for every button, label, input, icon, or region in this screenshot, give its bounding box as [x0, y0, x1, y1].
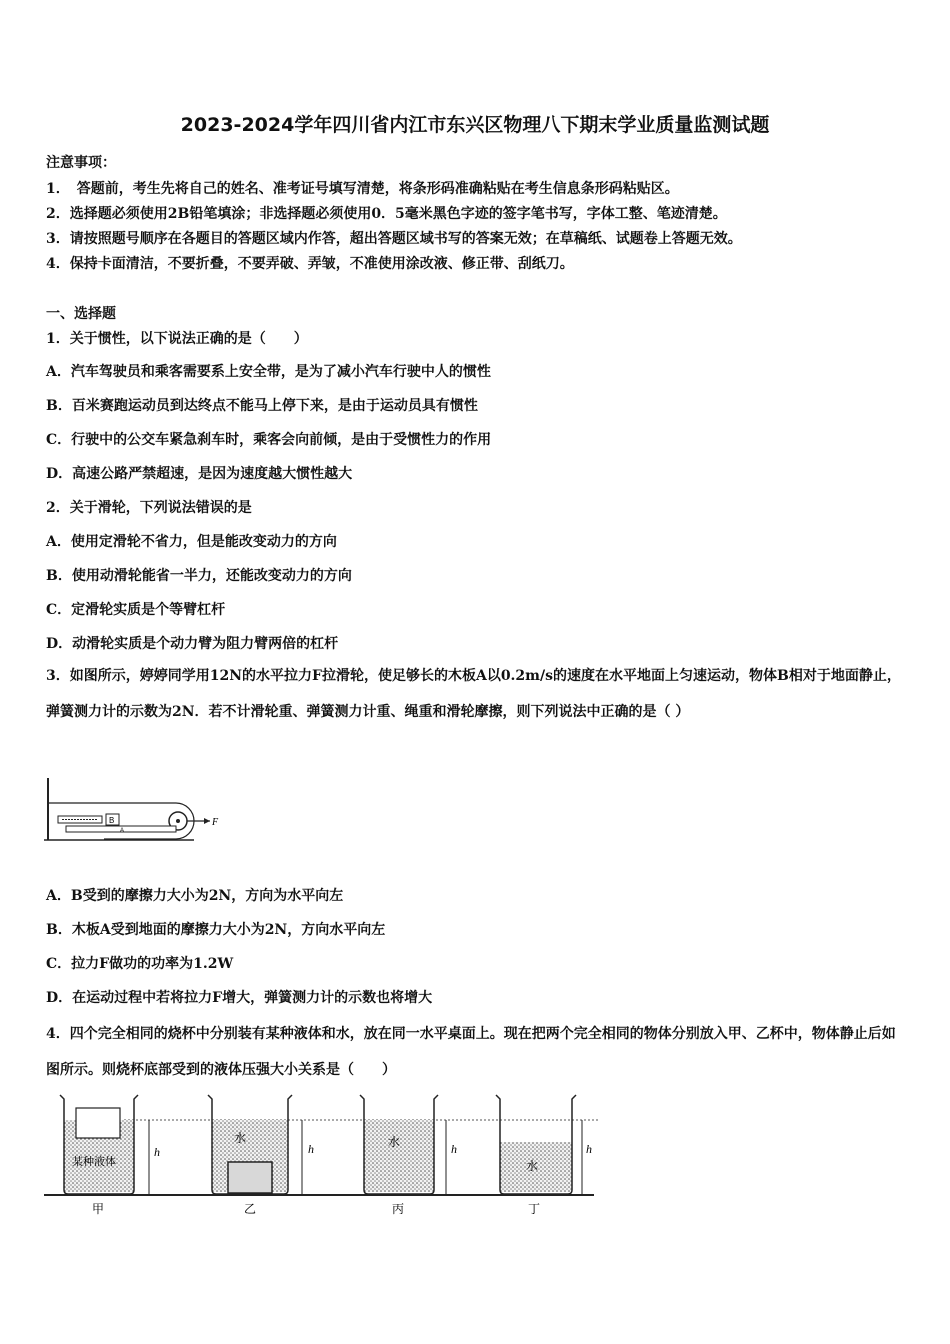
beaker-jia-liquid-label: 某种液体 — [72, 1155, 116, 1168]
beaker-jia-object — [76, 1108, 120, 1138]
beaker-yi-h-label: h — [308, 1142, 314, 1156]
notice-heading: 注意事项： — [46, 155, 116, 171]
q1-stem: 1．关于惯性，以下说法正确的是（ ） — [46, 331, 308, 347]
beaker-yi-object — [228, 1162, 272, 1193]
notice-item-2: 2．选择题必须使用2B铅笔填涂；非选择题必须使用0．5毫米黑色字迹的签字笔书写，字体工整、笔迹清楚。 — [46, 206, 727, 222]
q3-option-c: C．拉力F做功的功率为1.2W — [46, 956, 234, 972]
beaker-yi-water-label: 水 — [234, 1131, 247, 1145]
beaker-bing-liquid — [364, 1120, 434, 1192]
force-label: F — [212, 817, 219, 828]
q2-option-a: A．使用定滑轮不省力，但是能改变动力的方向 — [46, 534, 337, 550]
q3-option-d: D．在运动过程中若将拉力F增大，弹簧测力计的示数也将增大 — [46, 990, 433, 1006]
beaker-ding — [496, 1095, 592, 1215]
beaker-bing — [360, 1095, 457, 1215]
pulley-axle — [176, 819, 180, 823]
q4-figure-beakers — [44, 1090, 604, 1215]
q1-option-c: C．行驶中的公交车紧急刹车时，乘客会向前倾，是由于受惯性力的作用 — [46, 432, 492, 448]
beaker-jia-h-label: h — [154, 1145, 160, 1159]
notice-item-3: 3．请按照题号顺序在各题目的答题区域内作答，超出答题区域书写的答案无效；在草稿纸、试题卷上答题无效。 — [46, 231, 742, 247]
q3-figure-pulley — [44, 776, 224, 846]
beaker-ding-label: 丁 — [528, 1202, 541, 1215]
notice-item-4: 4．保持卡面清洁，不要折叠，不要弄破、弄皱，不准使用涂改液、修正带、刮纸刀。 — [46, 256, 574, 272]
q2-stem: 2．关于滑轮，下列说法错误的是 — [46, 500, 252, 516]
beaker-bing-h-label: h — [451, 1142, 457, 1156]
q4-stem: 4．四个完全相同的烧杯中分别装有某种液体和水，放在同一水平桌面上。现在把两个完全相同的物体分别放入甲、乙杯中，物体静止后如图所示。则烧杯底部受到的液体压强大小关系是（ ） — [46, 1026, 896, 1078]
q2-option-c: C．定滑轮实质是个等臂杠杆 — [46, 602, 226, 618]
beaker-jia — [60, 1095, 160, 1215]
pull-arrowhead — [204, 818, 210, 824]
q1-option-a: A．汽车驾驶员和乘客需要系上安全带，是为了减小汽车行驶中人的惯性 — [46, 364, 491, 380]
q2-option-d: D．动滑轮实质是个动力臂为阻力臂两倍的杠杆 — [46, 636, 339, 652]
beaker-bing-label: 丙 — [392, 1202, 405, 1215]
notice-item-1: 1． 答题前，考生先将自己的姓名、准考证号填写清楚，将条形码准确粘贴在考生信息条形码粘贴区。 — [46, 181, 679, 197]
q3-option-b: B．木板A受到地面的摩擦力大小为2N，方向水平向左 — [46, 922, 386, 938]
beaker-ding-h-label: h — [586, 1142, 592, 1156]
q1-option-d: D．高速公路严禁超速，是因为速度越大惯性越大 — [46, 466, 353, 482]
beaker-yi — [208, 1095, 314, 1215]
q2-option-b: B．使用动滑轮能省一半力，还能改变动力的方向 — [46, 568, 352, 584]
q3-stem: 3．如图所示，婷婷同学用12N的水平拉力F拉滑轮，使足够长的木板A以0.2m/s的速度在水平地面上匀速运动，物体B相对于地面静止，弹簧测力计的示数为2N．若不计滑轮重、弹簧测力计重、绳重和滑轮摩擦，则下列说法中正确的是（ ） — [46, 668, 901, 720]
q3-option-a: A．B受到的摩擦力大小为2N，方向为水平向左 — [46, 888, 344, 904]
section-heading: 一、选择题 — [46, 306, 116, 322]
block-b-label: B — [109, 816, 115, 825]
board-a-label: A — [120, 828, 125, 834]
beaker-jia-label: 甲 — [92, 1202, 105, 1215]
page-title: 2023-2024学年四川省内江市东兴区物理八下期末学业质量监测试题 — [180, 114, 770, 136]
beaker-yi-label: 乙 — [244, 1202, 257, 1215]
q1-option-b: B．百米赛跑运动员到达终点不能马上停下来，是由于运动员具有惯性 — [46, 398, 478, 414]
beaker-bing-water-label: 水 — [388, 1135, 401, 1149]
beaker-ding-water-label: 水 — [526, 1159, 539, 1173]
